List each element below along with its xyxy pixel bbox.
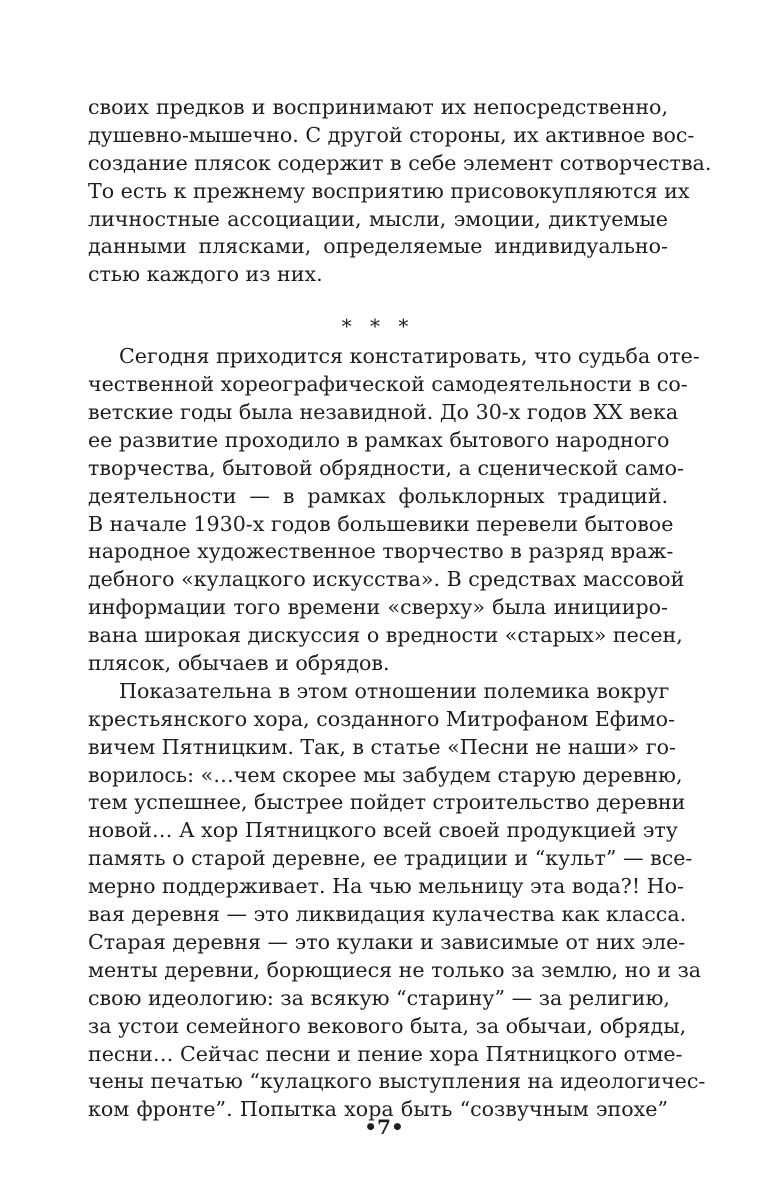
text-line: ее развитие проходило в рамках бытового народного — [88, 427, 670, 452]
text-line: творчества, бытовой обрядности, а сценической само- — [88, 455, 684, 480]
text-line: песни… Сейчас песни и пение хора Пятницкого отме- — [88, 1041, 683, 1066]
text-line: То есть к прежнему восприятию присовокупляются их — [88, 178, 690, 203]
text-line: В начале 1930-х годов большевики перевели бытовое — [88, 511, 674, 536]
paragraph-2 — [88, 343, 700, 678]
text-line: народное художественное творчество в разряд враж- — [88, 539, 674, 564]
text-line: своих предков и воспринимают их непосредственно, — [88, 95, 668, 119]
text-line: за устои семейного векового быта, за обычаи, обряды, — [88, 1013, 687, 1038]
page-body — [88, 94, 712, 1124]
paragraph-1 — [88, 94, 712, 289]
text-line: ворилось: «…чем скорее мы забудем старую деревню, — [88, 762, 683, 787]
text-line: чены печатью “кулацкого выступления на идеологичес- — [88, 1069, 706, 1094]
text-line: личностные ассоциации, мысли, эмоции, диктуемые — [88, 206, 668, 231]
text-line: деятельности — в рамках фольклорных традиций. — [88, 483, 668, 508]
text-line: вичем Пятницким. Так, в статье «Песни не наши» го- — [88, 734, 676, 759]
text-line: новой… А хор Пятницкого всей своей продукцией эту — [88, 818, 678, 843]
text-line: данными плясками, определяемые индивидуально- — [88, 234, 668, 259]
text-line: душевно-мышечно. С другой стороны, их активное вос- — [88, 122, 695, 147]
text-line: крестьянского хора, созданного Митрофаном Ефимо- — [88, 706, 676, 731]
text-line: дебного «кулацкого искусства». В средствах массовой — [88, 567, 685, 592]
text-line: создание плясок содержит в себе элемент сотворчества. — [88, 150, 712, 175]
section-separator: * * * — [341, 314, 415, 339]
text-line: ком фронте”. Попытка хора быть “созвучным эпохе” — [88, 1097, 668, 1122]
text-line: мерно поддерживает. На чью мельницу эта вода?! Но- — [88, 874, 684, 899]
text-line: плясок, обычаев и обрядов. — [88, 651, 390, 676]
text-line: свою идеологию: за всякую “старину” — за религию, — [88, 985, 670, 1010]
text-line: информации того времени «сверху» была иницииро- — [88, 595, 668, 620]
text-line: менты деревни, борющиеся не только за землю, но и за — [88, 957, 702, 982]
text-line: Показательна в этом отношении полемика вокруг — [119, 678, 670, 703]
paragraph-3 — [88, 678, 706, 1124]
text-line: память о старой деревне, ее традиции и “культ” — все- — [88, 846, 693, 871]
page-number: •7• — [364, 1115, 404, 1139]
text-line: ветские годы была незавидной. До 30-х годов XX века — [88, 400, 679, 425]
text-line: Старая деревня — это кулаки и зависимые от них эле- — [88, 929, 686, 954]
text-line: чественной хореографической самодеятельности в со- — [88, 372, 688, 397]
text-line: вая деревня — это ликвидация кулачества как класса. — [88, 902, 687, 927]
text-line: тем успешнее, быстрее пойдет строительство деревни — [88, 790, 686, 815]
text-line: Сегодня приходится констатировать, что судьба оте- — [119, 344, 700, 369]
text-line: стью каждого из них. — [88, 262, 323, 287]
text-line: вана широкая дискуссия о вредности «старых» песен, — [88, 623, 683, 648]
